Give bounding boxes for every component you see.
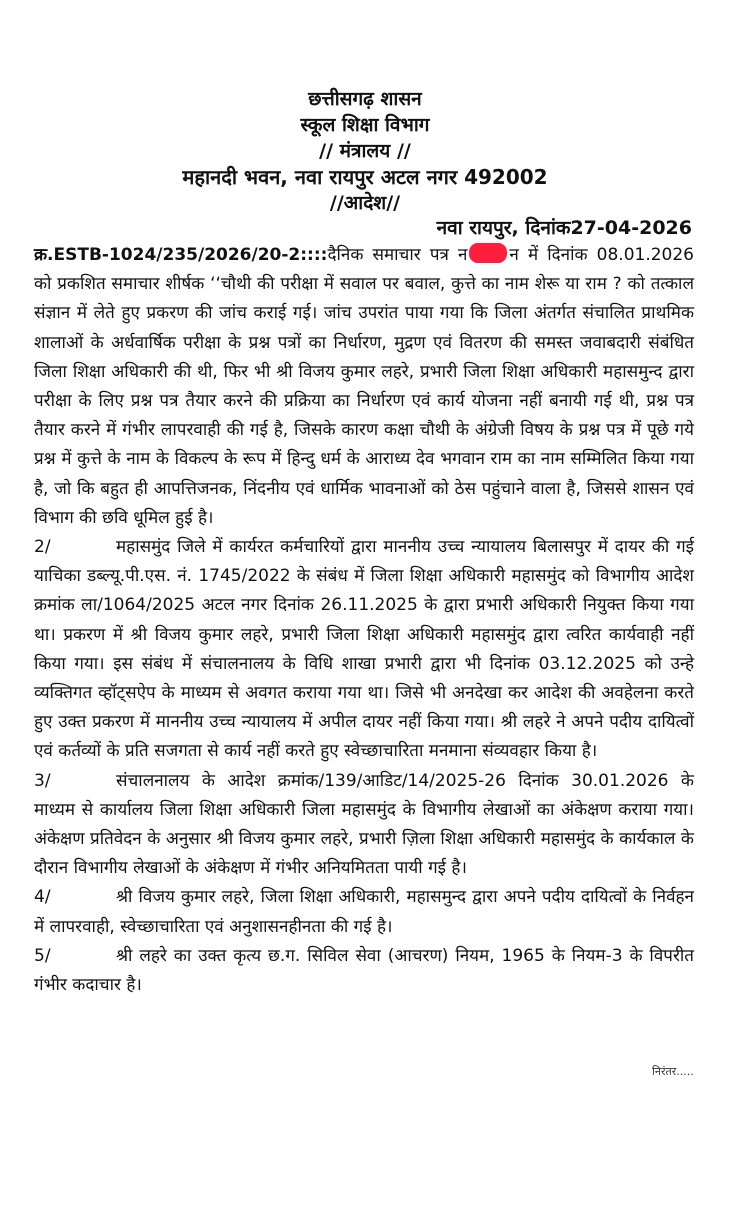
paragraph-2 [34,533,694,767]
paragraph-3-number: 3/ [34,770,51,791]
place-date: नवा रायपुर, दिनांक27-04-2026 [436,217,692,239]
paragraph-5-number: 5/ [34,945,51,966]
continued-note: निरंतर..... [652,1065,694,1078]
paragraph-3 [34,767,694,884]
reference-number: क्र.ESTB-1024/235/2026/20-2:::: [34,245,328,265]
paragraph-4 [34,883,694,941]
header-ministry: // मंत्रालय // [319,140,411,162]
order-body [34,241,694,1000]
header-order: //आदेश// [329,192,401,214]
header-department: स्कूल शिक्षा विभाग [300,114,430,136]
paragraph-2-number: 2/ [34,537,51,558]
paragraph-3-text: संचालनालय के आदेश क्रमांक/139/आडिट/14/2025-26 दिनांक 30.01.2026 के माध्यम से कार्यालय जिला शिक्षा अधिकारी जिला महासमुंद के विभागीय लेखाओं का अंकेक्षण कराया गया। अंकेक्षण प्रतिवेदन के अनुसार श्री विजय कुमार लहरे, प्रभारी ज़िला शिक्षा अधिकारी महासमुंद के कार्यकाल के दौरान विभागीय लेखाओं के अंकेक्षण में गंभीर अनियमितता पायी गई है। [34,770,694,879]
paragraph-1-intro: दैनिक समाचार पत्र न [327,245,468,265]
paragraph-1-text: न में दिनांक 08.01.2026 को प्रकशित समाचार शीर्षक ‘‘चौथी की परीक्षा में सवाल पर बवाल, कुत्ते का नाम शेरू या राम ? को तत्काल संज्ञान में लेते हुए प्रकरण की जांच कराई गई। जांच उपरांत पाया गया कि जिला अंतर्गत संचालित प्राथमिक शालाओं के अर्धवार्षिक परीक्षा के प्रश्न पत्रों का निर्धारण, मुद्रण एवं वितरण की समस्त जवाबदारी संबंधित जिला शिक्षा अधिकारी की थी, फिर भी श्री विजय कुमार लहरे, प्रभारी जिला शिक्षा अधिकारी महासमुन्द द्वारा परीक्षा के लिए प्रश्न पत्र तैयार करने की प्रक्रिया का निर्धारण एवं कार्य योजना नहीं बनायी गई थी, प्रश्न पत्र तैयार करने में गंभीर लापरवाही की गई है, जिसके कारण कक्षा चौथी के अंग्रेजी विषय के प्रश्न पत्र में पूछे गये प्रश्न में कुत्ते के नाम के विकल्प के रूप में हिन्दु धर्म के आराध्य देव भगवान राम का नाम सम्मिलित किया गया है, जो कि बहुत ही आपत्तिजनक, निंदनीय एवं धार्मिक भावनाओं को ठेस पहुंचाने वाला है, जिससे शासन एवं विभाग की छवि धूमिल हुई है। [34,245,694,528]
paragraph-1 [34,241,694,533]
paragraph-2-text: महासमुंद जिले में कार्यरत कर्मचारियों द्वारा माननीय उच्च न्यायालय बिलासपुर में दायर की गई याचिका डब्ल्यू.पी.एस. नं. 1745/2022 के संबंध में जिला शिक्षा अधिकारी महासमुंद को विभागीय आदेश क्रमांक ला/1064/2025 अटल नगर दिनांक 26.11.2025 के द्वारा प्रभारी अधिकारी नियुक्त किया गया था। प्रकरण में श्री विजय कुमार लहरे, प्रभारी जिला शिक्षा अधिकारी महासमुंद द्वारा त्वरित कार्यवाही नहीं किया गया। इस संबंध में संचालनालय के विधि शाखा प्रभारी द्वारा भी दिनांक 03.12.2025 को उन्हे व्यक्तिगत व्हॉट्सऐप के माध्यम से अवगत कराया गया था। जिसे भी अनदेखा कर आदेश की अवहेलना करते हुए उक्त प्रकरण में माननीय उच्च न्यायालय में अपील दायर नहीं किया गया। श्री लहरे ने अपने पदीय दायित्वों एवं कर्तव्यों के प्रति सजगता से कार्य नहीं करते हुए स्वेच्छाचारिता मनमाना संव्यवहार किया है। [34,537,694,762]
header-address: महानदी भवन, नवा रायपुर अटल नगर 492002 [182,165,548,189]
letterhead [0,86,730,216]
paragraph-4-text: श्री विजय कुमार लहरे, जिला शिक्षा अधिकारी, महासमुन्द द्वारा अपने पदीय दायित्वों के निर्वहन में लापरवाही, स्वेच्छाचारिता एवं अनुशासनहीनता की गई है। [34,887,694,937]
paragraph-5 [34,942,694,1000]
paragraph-4-number: 4/ [34,887,51,908]
paragraph-5-text: श्री लहरे का उक्त कृत्य छ.ग. सिविल सेवा (आचरण) नियम, 1965 के नियम-3 के विपरीत गंभीर कदाचार है। [34,945,694,996]
header-government: छत्तीसगढ़ शासन [308,88,422,110]
redaction-mark [469,243,507,263]
